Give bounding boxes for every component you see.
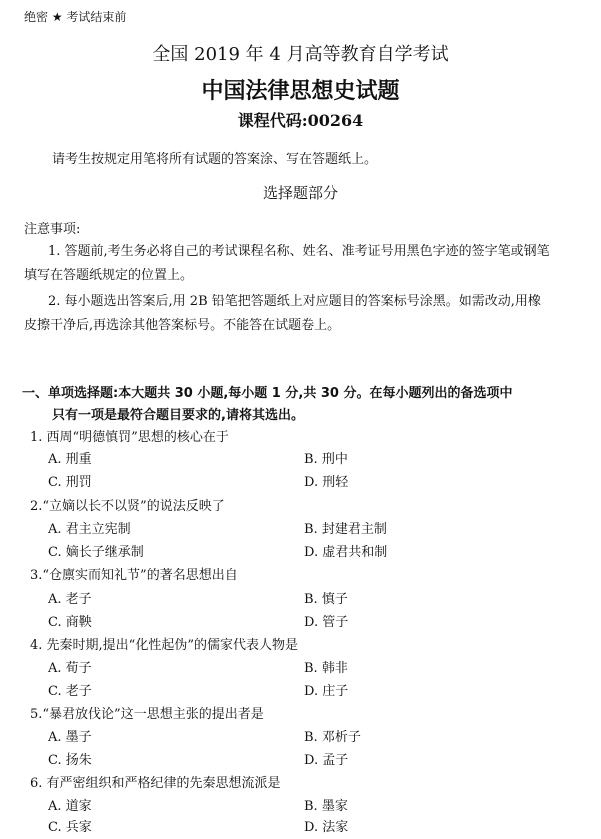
option-c: C. 扬朱 (48, 753, 92, 768)
note-item-2-line-1: 2. 每小题选出答案后,用 2B 铅笔把答题纸上对应题目的答案标号涂黑。如需改动,用橡 (48, 294, 541, 309)
question-stem: 6. 有严密组织和严格纪律的先秦思想流派是 (30, 776, 281, 791)
option-b: B. 邓析子 (304, 730, 361, 745)
option-a: A. 道家 (48, 799, 92, 814)
exam-title: 全国 2019 年 4 月高等教育自学考试 (152, 44, 449, 65)
question-stem: 5.“暴君放伐论”这一思想主张的提出者是 (30, 707, 264, 722)
option-b: B. 封建君主制 (304, 522, 387, 537)
option-b: B. 慎子 (304, 592, 348, 607)
option-a: A. 墨子 (48, 730, 92, 745)
subject-title: 中国法律思想史试题 (201, 79, 400, 104)
part-title: 一、单项选择题:本大题共 30 小题,每小题 1 分,共 30 分。在每小题列出的备选项中 (22, 386, 513, 401)
option-d: D. 法家 (304, 820, 349, 835)
note-item-1-line-2: 填写在答题纸规定的位置上。 (24, 268, 194, 283)
course-code: 课程代码:00264 (237, 111, 364, 130)
confidential-label: 绝密 ★ 考试结束前 (24, 10, 127, 24)
question-stem: 4. 先秦时期,提出“化性起伪”的儒家代表人物是 (30, 638, 298, 653)
option-d: D. 孟子 (304, 753, 349, 768)
option-d: D. 虚君共和制 (304, 545, 388, 560)
option-d: D. 庄子 (304, 684, 349, 699)
option-a: A. 君主立宪制 (48, 522, 131, 537)
option-c: C. 商鞅 (48, 615, 92, 630)
note-item-2-line-2: 皮擦干净后,再选涂其他答案标号。不能答在试题卷上。 (24, 318, 341, 333)
question-stem: 1. 西周“明德慎罚”思想的核心在于 (30, 430, 229, 445)
option-d: D. 管子 (304, 615, 349, 630)
general-instruction: 请考生按规定用笔将所有试题的答案涂、写在答题纸上。 (52, 152, 378, 167)
question-stem: 3.“仓廪实而知礼节”的著名思想出自 (30, 568, 238, 583)
option-c: C. 兵家 (48, 820, 92, 835)
option-d: D. 刑轻 (304, 475, 349, 490)
option-c: C. 嫡长子继承制 (48, 545, 144, 560)
option-c: C. 刑罚 (48, 475, 92, 490)
option-c: C. 老子 (48, 684, 92, 699)
option-b: B. 韩非 (304, 661, 348, 676)
question-stem: 2.“立嫡以长不以贤”的说法反映了 (30, 499, 225, 514)
notes-title: 注意事项: (24, 222, 81, 237)
note-item-1-line-1: 1. 答题前,考生务必将自己的考试课程名称、姓名、准考证号用黑色字迹的签字笔或钢笔 (48, 244, 550, 259)
section-heading: 选择题部分 (262, 184, 338, 202)
option-b: B. 刑中 (304, 452, 348, 467)
option-a: A. 荀子 (48, 661, 92, 676)
option-a: A. 刑重 (48, 452, 92, 467)
option-a: A. 老子 (48, 592, 92, 607)
option-b: B. 墨家 (304, 799, 348, 814)
part-title-line-2: 只有一项是最符合题目要求的,请将其选出。 (52, 408, 304, 423)
